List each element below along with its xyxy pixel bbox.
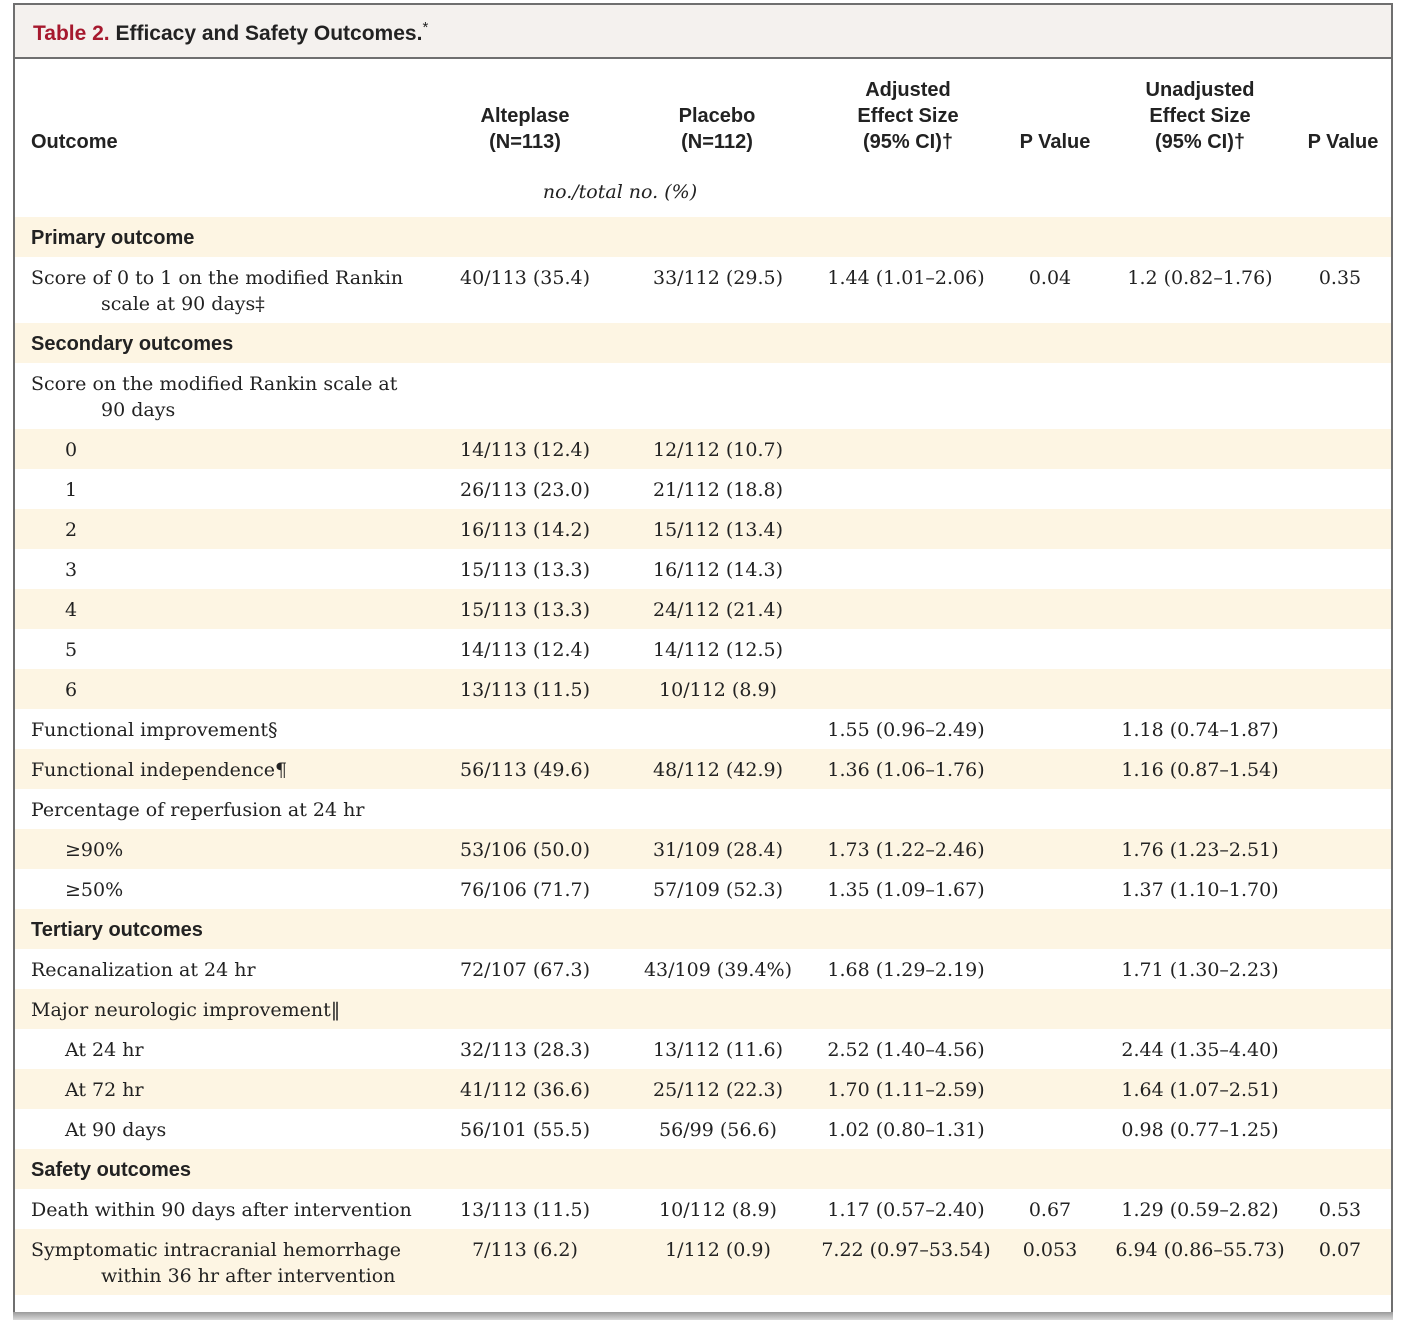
table-row <box>15 1109 1391 1149</box>
cell-unadjusted-effect: 1.76 (1.23–2.51) <box>1121 839 1279 861</box>
cell-placebo: 56/99 (56.6) <box>659 1119 777 1141</box>
row-label: 4 <box>65 599 78 621</box>
cell-unadjusted-effect: 2.44 (1.35–4.40) <box>1121 1039 1279 1061</box>
cell-p-value-adjusted: 0.04 <box>1028 267 1072 289</box>
cell-alteplase: 15/113 (13.3) <box>459 559 590 581</box>
cell-unadjusted-effect: 1.2 (0.82–1.76) <box>1127 267 1273 289</box>
table-row <box>15 1069 1391 1109</box>
table-row <box>15 549 1391 589</box>
cell-unadjusted-effect: 1.64 (1.07–2.51) <box>1121 1079 1279 1101</box>
table-row <box>15 669 1391 709</box>
cell-adjusted-effect: 1.35 (1.09–1.67) <box>827 879 985 901</box>
row-label: Percentage of reperfusion at 24 hr <box>31 799 365 821</box>
cell-adjusted-effect: 1.44 (1.01–2.06) <box>827 267 985 289</box>
cell-placebo: 31/109 (28.4) <box>652 839 783 861</box>
table-row <box>15 469 1391 509</box>
row-label: Symptomatic intracranial hemorrhage <box>31 1239 401 1261</box>
cell-placebo: 33/112 (29.5) <box>652 267 783 289</box>
cell-p-value-adjusted: 0.67 <box>1028 1199 1072 1221</box>
header-alteplase <box>445 103 605 155</box>
cell-alteplase: 13/113 (11.5) <box>459 1199 590 1221</box>
cell-alteplase: 56/113 (49.6) <box>459 759 590 781</box>
section-row <box>15 1149 1391 1189</box>
row-label: 5 <box>65 639 78 661</box>
cell-unadjusted-effect: 1.16 (0.87–1.54) <box>1121 759 1279 781</box>
cell-placebo: 10/112 (8.9) <box>659 679 777 701</box>
bottom-edge <box>13 1312 1393 1320</box>
row-label-continued: 90 days <box>101 399 176 421</box>
header-unadjusted-line3: (95% CI)† <box>1154 131 1246 153</box>
table-row <box>15 629 1391 669</box>
header-placebo-line1: Placebo <box>678 105 756 127</box>
row-label: Major neurologic improvement‖ <box>31 999 341 1021</box>
table-row <box>15 363 1391 429</box>
cell-alteplase: 76/106 (71.7) <box>459 879 590 901</box>
row-label: Score on the modified Rankin scale at <box>31 373 398 395</box>
table-header <box>15 59 1391 217</box>
table-row <box>15 257 1391 323</box>
section-label: Primary outcome <box>31 227 195 249</box>
cell-unadjusted-effect: 1.29 (0.59–2.82) <box>1121 1199 1279 1221</box>
table-row <box>15 829 1391 869</box>
header-unadjusted-line1: Unadjusted <box>1145 79 1255 101</box>
table-title-bar <box>15 5 1391 59</box>
cell-alteplase: 40/113 (35.4) <box>459 267 590 289</box>
header-adjusted <box>823 77 993 155</box>
cell-alteplase: 14/113 (12.4) <box>459 439 590 461</box>
cell-adjusted-effect: 1.55 (0.96–2.49) <box>827 719 985 741</box>
table-frame <box>13 3 1393 1315</box>
cell-placebo: 12/112 (10.7) <box>652 439 783 461</box>
cell-adjusted-effect: 2.52 (1.40–4.56) <box>827 1039 985 1061</box>
table-row <box>15 709 1391 749</box>
row-label: 1 <box>65 479 78 501</box>
row-label-continued: scale at 90 days‡ <box>101 293 265 315</box>
table-row <box>15 589 1391 629</box>
header-unadjusted <box>1115 77 1285 155</box>
section-row <box>15 323 1391 363</box>
cell-unadjusted-effect: 1.71 (1.30–2.23) <box>1121 959 1279 981</box>
header-adjusted-line1: Adjusted <box>865 79 951 101</box>
cell-unadjusted-effect: 1.37 (1.10–1.70) <box>1121 879 1279 901</box>
row-label-continued: within 36 hr after intervention <box>101 1265 396 1287</box>
row-label: 6 <box>65 679 78 701</box>
table-row <box>15 509 1391 549</box>
row-label: 0 <box>65 439 78 461</box>
cell-adjusted-effect: 1.73 (1.22–2.46) <box>827 839 985 861</box>
header-unadjusted-line2: Effect Size <box>1149 105 1251 127</box>
header-p-value-adjusted: P Value <box>1019 131 1091 153</box>
cell-alteplase: 32/113 (28.3) <box>459 1039 590 1061</box>
cell-adjusted-effect: 7.22 (0.97–53.54) <box>821 1239 991 1261</box>
cell-placebo: 43/109 (39.4%) <box>643 959 793 981</box>
header-p-value-unadjusted: P Value <box>1307 131 1379 153</box>
row-label: Recanalization at 24 hr <box>31 959 256 981</box>
cell-placebo: 1/112 (0.9) <box>665 1239 771 1261</box>
cell-unadjusted-effect: 0.98 (0.77–1.25) <box>1121 1119 1279 1141</box>
cell-adjusted-effect: 1.68 (1.29–2.19) <box>827 959 985 981</box>
table-row <box>15 1189 1391 1229</box>
row-label: ≥50% <box>65 879 124 901</box>
cell-placebo: 10/112 (8.9) <box>659 1199 777 1221</box>
cell-alteplase: 53/106 (50.0) <box>459 839 590 861</box>
cell-alteplase: 26/113 (23.0) <box>459 479 590 501</box>
row-label: Death within 90 days after intervention <box>31 1199 412 1221</box>
header-alteplase-line2: (N=113) <box>489 131 561 153</box>
cell-p-value-unadjusted: 0.53 <box>1318 1199 1362 1221</box>
cell-adjusted-effect: 1.17 (0.57–2.40) <box>827 1199 985 1221</box>
section-label: Safety outcomes <box>31 1159 192 1181</box>
cell-placebo: 16/112 (14.3) <box>652 559 783 581</box>
row-label: Score of 0 to 1 on the modified Rankin <box>31 267 404 289</box>
row-label: At 90 days <box>65 1119 167 1141</box>
row-label: 2 <box>65 519 78 541</box>
table-row <box>15 869 1391 909</box>
table-row <box>15 749 1391 789</box>
cell-placebo: 25/112 (22.3) <box>652 1079 783 1101</box>
table-row <box>15 949 1391 989</box>
header-adjusted-line3: (95% CI)† <box>862 131 954 153</box>
units-label: no./total no. (%) <box>542 181 698 203</box>
cell-alteplase: 72/107 (67.3) <box>459 959 590 981</box>
cell-unadjusted-effect: 6.94 (0.86–55.73) <box>1115 1239 1285 1261</box>
cell-placebo: 48/112 (42.9) <box>652 759 783 781</box>
cell-unadjusted-effect: 1.18 (0.74–1.87) <box>1121 719 1279 741</box>
cell-alteplase: 14/113 (12.4) <box>459 639 590 661</box>
table-row <box>15 989 1391 1029</box>
cell-placebo: 15/112 (13.4) <box>652 519 783 541</box>
cell-placebo: 14/112 (12.5) <box>652 639 783 661</box>
cell-alteplase: 15/113 (13.3) <box>459 599 590 621</box>
cell-placebo: 57/109 (52.3) <box>652 879 783 901</box>
row-label: Functional improvement§ <box>31 719 278 741</box>
row-label: Functional independence¶ <box>31 759 288 781</box>
cell-alteplase: 7/113 (6.2) <box>472 1239 578 1261</box>
header-placebo-line2: (N=112) <box>681 131 753 153</box>
header-adjusted-line2: Effect Size <box>857 105 959 127</box>
section-row <box>15 217 1391 257</box>
cell-alteplase: 56/101 (55.5) <box>459 1119 590 1141</box>
cell-placebo: 13/112 (11.6) <box>652 1039 783 1061</box>
table-row <box>15 789 1391 829</box>
section-label: Tertiary outcomes <box>31 919 203 941</box>
table-number: Table 2. <box>33 22 110 45</box>
cell-p-value-unadjusted: 0.35 <box>1318 267 1362 289</box>
cell-placebo: 21/112 (18.8) <box>652 479 783 501</box>
row-label: At 72 hr <box>65 1079 144 1101</box>
section-label: Secondary outcomes <box>31 333 234 355</box>
row-label: At 24 hr <box>65 1039 144 1061</box>
cell-adjusted-effect: 1.02 (0.80–1.31) <box>827 1119 985 1141</box>
cell-placebo: 24/112 (21.4) <box>652 599 783 621</box>
cell-adjusted-effect: 1.70 (1.11–2.59) <box>827 1079 985 1101</box>
row-label: ≥90% <box>65 839 124 861</box>
section-row <box>15 909 1391 949</box>
cell-alteplase: 13/113 (11.5) <box>459 679 590 701</box>
header-alteplase-line1: Alteplase <box>480 105 570 127</box>
cell-p-value-unadjusted: 0.07 <box>1318 1239 1362 1261</box>
row-label: 3 <box>65 559 78 581</box>
header-outcome: Outcome <box>31 131 118 153</box>
cell-alteplase: 16/113 (14.2) <box>459 519 590 541</box>
cell-adjusted-effect: 1.36 (1.06–1.76) <box>827 759 985 781</box>
cell-alteplase: 41/112 (36.6) <box>459 1079 590 1101</box>
title-footnote-marker: * <box>422 19 429 36</box>
table-row <box>15 1029 1391 1069</box>
table-title: Efficacy and Safety Outcomes. <box>115 22 423 45</box>
cell-p-value-adjusted: 0.053 <box>1022 1239 1078 1261</box>
table-row <box>15 429 1391 469</box>
header-placebo <box>637 103 797 155</box>
table-row <box>15 1229 1391 1295</box>
